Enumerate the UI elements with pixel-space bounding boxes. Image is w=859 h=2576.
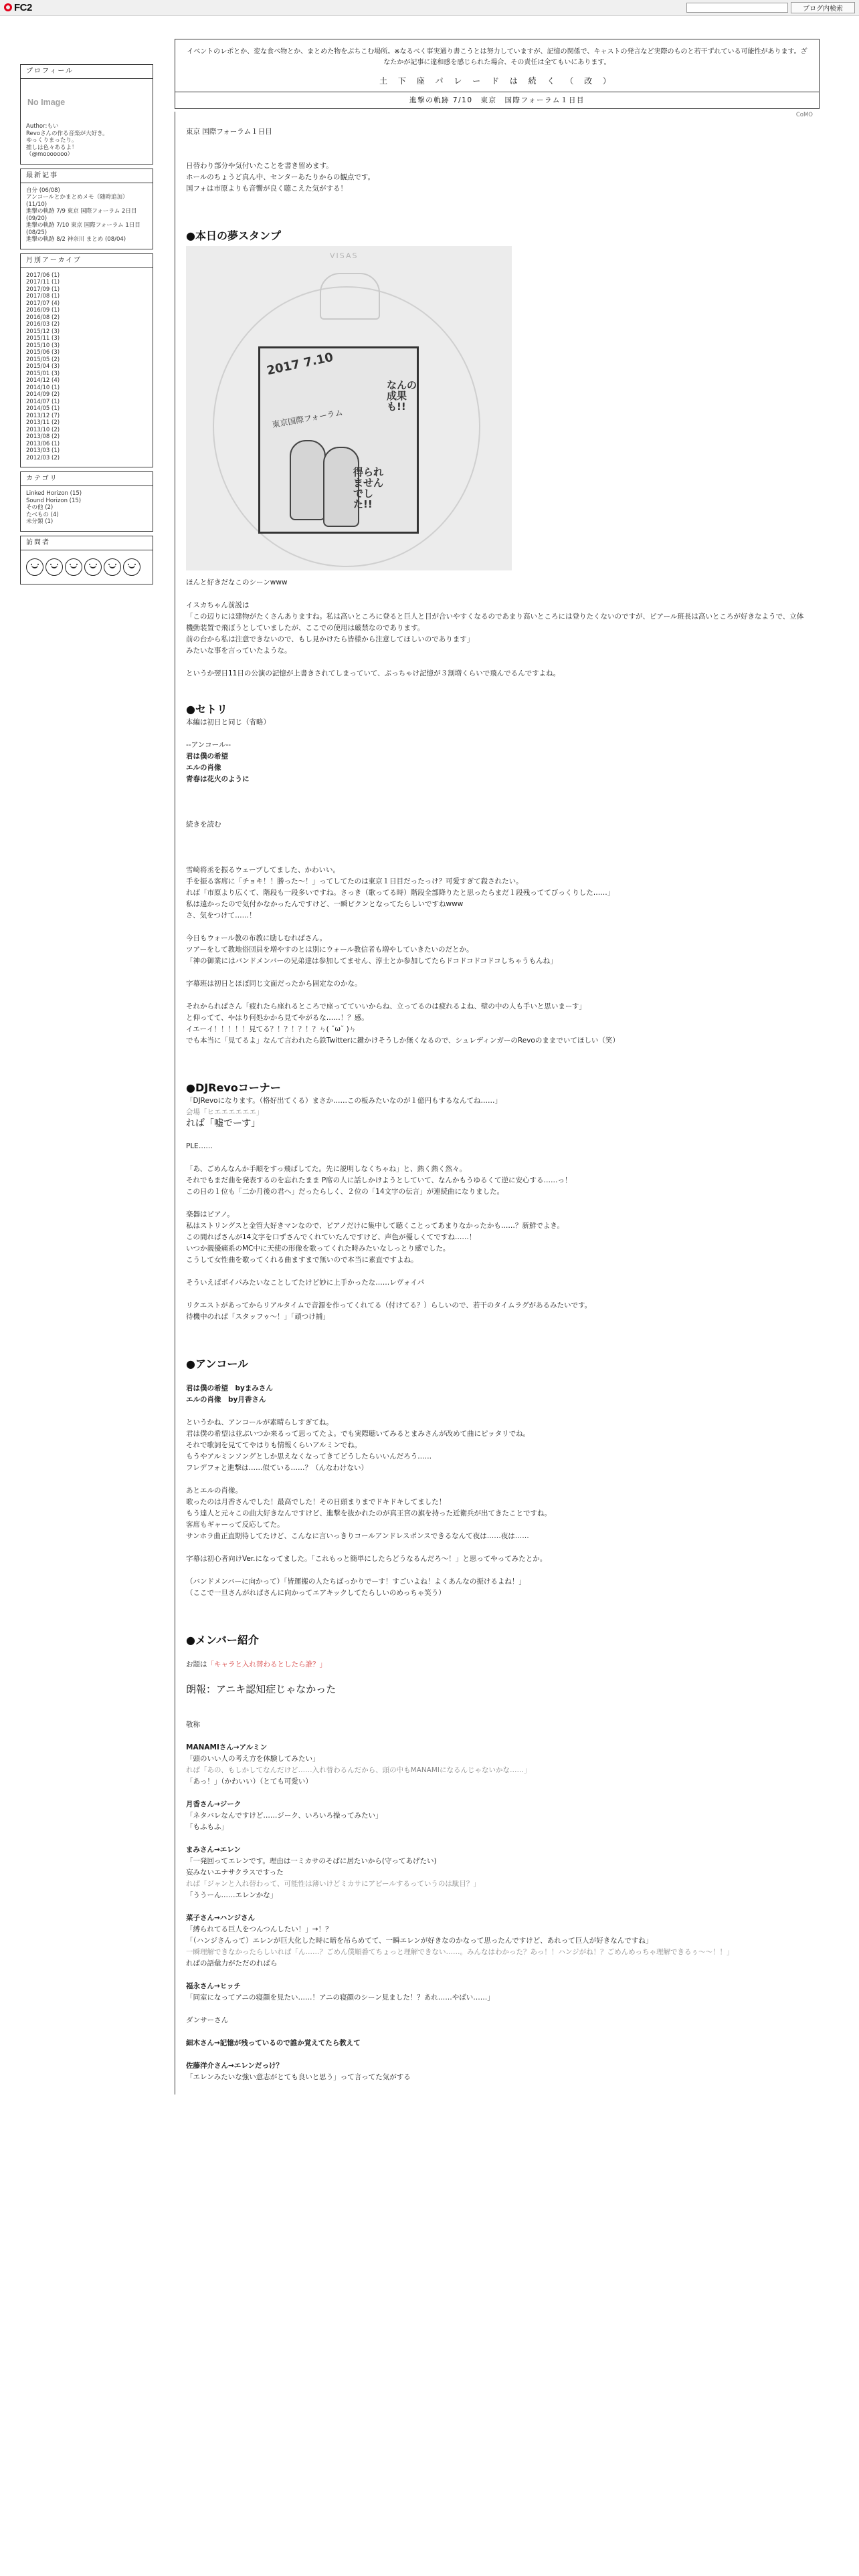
profile-line: 推しは色々あるよ！ bbox=[26, 144, 78, 151]
setlist-song: エルの肖像 bbox=[186, 764, 221, 772]
entry-paragraph: 東京 国際フォーラム１日目 bbox=[186, 128, 272, 136]
archive-link[interactable]: 2013/08 (2) bbox=[26, 433, 60, 440]
member-aside: れぱ「あの、もしかしてなんだけど……入れ替わるんだから、頭の中もMANAMIになるんじゃないかな……」 bbox=[186, 1766, 531, 1774]
archive-link[interactable]: 2015/05 (2) bbox=[26, 356, 60, 363]
archive-link[interactable]: 2016/09 (1) bbox=[26, 307, 60, 314]
entry-paragraph: 字幕は初心者向けVer.になってました。「これもっと簡単にしたらどうなるんだろ〜！」と思ってやってみたとか。 bbox=[186, 1555, 547, 1563]
entry-paragraph: 今日もウォール教の布教に励しむれぱさん。 bbox=[186, 934, 326, 942]
blog-description: イベントのレポとか、変な食べ物とか、まとめた物をぶちこむ場所。※なるべく事実通り書こうとは努力していますが、記憶の関係で、キャストの発言など実際のものと若干ずれている可能性があります。ざなたかが記事に違和感を感じられた場合、その責任は全てもいにあります。 bbox=[175, 39, 820, 71]
entry-body bbox=[175, 112, 820, 2095]
archive-link[interactable]: 2017/08 (1) bbox=[26, 293, 60, 300]
member-topic: お題は「キャラと入れ替わるとしたら誰？」 bbox=[186, 1660, 326, 1669]
recent-plugin bbox=[20, 169, 153, 249]
entry-paragraph: それかられぱさん「疲れたら座れるところで座ってていいからね、立ってるのは疲れるよね、壁の中の人も手いと思いまーす」 bbox=[186, 1002, 586, 1010]
archive-link[interactable]: 2015/10 (3) bbox=[26, 342, 60, 349]
blog-title[interactable]: 土 下 座 パ レ ー ド は 続 く （ 改 ） bbox=[175, 71, 820, 92]
archive-link[interactable]: 2014/07 (1) bbox=[26, 398, 60, 405]
stamp-date: 2017 7.10 bbox=[265, 350, 335, 379]
dancer-label: ダンサーさん bbox=[186, 2016, 229, 2024]
recent-entry-link[interactable]: 進撃の軌跡 7/9 東京 国際フォーラム 2日目 (09/20) bbox=[26, 208, 137, 222]
character-illustration-icon bbox=[290, 440, 326, 520]
archive-link[interactable]: 2015/06 (3) bbox=[26, 349, 60, 356]
member-list bbox=[186, 1742, 806, 2015]
main-column bbox=[175, 39, 820, 2095]
member-aside: れぱ「ジャンと入れ替わって、可能性は薄いけどミカサにアピールするっていうのは駄目？」 bbox=[186, 1880, 480, 1888]
heading-djrevo: ●DJRevoコーナー bbox=[186, 1081, 281, 1094]
blog-search-button[interactable]: ブログ内検索 bbox=[791, 2, 855, 13]
archive-link[interactable]: 2013/03 (1) bbox=[26, 447, 60, 454]
visitor-avatar-icon[interactable] bbox=[123, 558, 140, 576]
entry-paragraph: 客席もギャーって反応してた。 bbox=[186, 1521, 284, 1529]
category-link[interactable]: たべもの (4) bbox=[26, 511, 59, 518]
archive-plugin bbox=[20, 253, 153, 468]
member-name: 月香さん→ジーク bbox=[186, 1800, 242, 1808]
fc2-topbar bbox=[0, 0, 859, 16]
entry-paragraph: 「この辺りには建物がたくさんありますね。私は高いところに登ると巨人と目が合いやすくなるのであまり高いところには登りたくないのですが、ピアール班長は高いところが好きなようで、立体機動装置で飛ぼうとしていましたが、ここでの使用は厳禁なのであります。 bbox=[186, 613, 804, 632]
archive-link[interactable]: 2017/07 (4) bbox=[26, 300, 60, 307]
entry-paragraph: 待機中のれぱ「スタッフゥ〜！」「頑つけ捕」 bbox=[186, 1313, 330, 1321]
entry-paragraph: イエーイ！！！！！見てる？！？！？！？ㄣ( ˘ω˘ )ㄣ bbox=[186, 1025, 357, 1033]
setlist-song: 青春は花火のように bbox=[186, 775, 250, 783]
setlist-song: 君は僕の希望 bbox=[186, 752, 228, 760]
profile-line: Revoさんの作る音楽が大好き。 bbox=[26, 130, 108, 137]
heading-stamp: ●本日の夢スタンプ bbox=[186, 229, 281, 242]
entry-section-intro bbox=[186, 126, 806, 195]
entry-paragraph: 手を振る客席に「チョキ！！勝った〜！」ってしてたのは東京１日目だったっけ？可愛すぎて殺されたい。 bbox=[186, 877, 523, 885]
archive-link[interactable]: 2015/04 (3) bbox=[26, 363, 60, 370]
encore-song: 君は僕の希望 byまみさん bbox=[186, 1384, 273, 1392]
visitor-avatar-icon[interactable] bbox=[84, 558, 102, 576]
visitor-avatar-icon[interactable] bbox=[26, 558, 43, 576]
entry-paragraph: 日替わり部分や気付いたことを書き留めます。 bbox=[186, 162, 333, 170]
entry-paragraph: 私はストリングスと金管大好きマンなので、ピアノだけに集中して聴くことってあまりなかったかも……？新鮮でよき。 bbox=[186, 1222, 565, 1230]
archive-link[interactable]: 2014/09 (2) bbox=[26, 391, 60, 398]
visitor-avatar-icon[interactable] bbox=[65, 558, 82, 576]
member-quote: 「あっ！」（かわいい）（とても可愛い） bbox=[186, 1778, 312, 1786]
entry-paragraph: れば「市原より広くて、階段も一段多いですね。さっき（歌ってる時）階段全部降りたと思ったらまだ１段残っててびっくりした……」 bbox=[186, 889, 615, 897]
profile-avatar: No Image bbox=[27, 98, 66, 107]
entry-paragraph: でも本当に「見てるよ」なんて言われたら鉄Twitterに鍵かけそうしか無くなるので、シュレディンガーのRevoのままでいてほしい（笑） bbox=[186, 1037, 619, 1045]
archive-link[interactable]: 2013/06 (1) bbox=[26, 440, 60, 447]
archive-title: 月別アーカイブ bbox=[20, 253, 153, 268]
entry-paragraph: それでもまだ曲を発表するのを忘れたまま P席の人に話しかけようとしていて、なんかもうゆるくて逆に安心する……っ！ bbox=[186, 1176, 572, 1184]
archive-link[interactable]: 2012/03 (2) bbox=[26, 454, 60, 461]
archive-link[interactable]: 2014/05 (1) bbox=[26, 405, 60, 412]
archive-link[interactable]: 2015/01 (3) bbox=[26, 370, 60, 377]
member-quote: れぱの語彙力がただのれぱら bbox=[186, 1959, 278, 1967]
entry-paragraph: ホールのちょうど真ん中、センターあたりからの観点です。 bbox=[186, 173, 375, 181]
archive-link[interactable]: 2014/12 (4) bbox=[26, 377, 60, 384]
member-name: 菜子さん→ハンジさん bbox=[186, 1914, 256, 1922]
archive-link[interactable]: 2016/08 (2) bbox=[26, 314, 60, 321]
recent-entry-link[interactable]: 自分 (06/08) bbox=[26, 187, 60, 194]
encore-song: エルの肖像 by月香さん bbox=[186, 1396, 266, 1404]
member-headline: 朗報：アニキ認知症じゃなかった bbox=[186, 1683, 337, 1695]
stamp-visas-text: VISAS bbox=[330, 251, 359, 260]
visitors-title: 訪問者 bbox=[20, 536, 153, 550]
entry-paragraph: 雪崎将丞を振るウェーブしてました、かわいい。 bbox=[186, 866, 341, 874]
recent-entry-link[interactable]: 進撃の軌跡 8/2 神奈川 まとめ (08/04) bbox=[26, 236, 126, 243]
blog-search-input[interactable] bbox=[686, 3, 788, 13]
member-quote: 「縛られてる巨人をつんつんしたい！」→！？ bbox=[186, 1925, 332, 1933]
member-quote: 「もふもふ」 bbox=[186, 1823, 228, 1831]
dancer-name: 細木さん→記憶が残っているので誰か覚えてたら教えて bbox=[186, 2039, 361, 2047]
entry-paragraph: と仰ってて、やはり何処かから見てやがるな……！？感。 bbox=[186, 1014, 369, 1022]
member-name: まみさん→エレン bbox=[186, 1846, 242, 1854]
entry-paragraph: 国フォは市原よりも音響が良く聴こえた気がする！ bbox=[186, 185, 347, 193]
entry-paragraph: （ここで一旦さんがれぱさんに向かってエアキックしてたらしいのめっちゃ笑う） bbox=[186, 1589, 446, 1597]
entry-paragraph: いつか親優痛系のMC中に天使の形像を歌ってくれた時みたいなしっとり感でした。 bbox=[186, 1245, 450, 1253]
stamp-photo bbox=[186, 246, 512, 570]
archive-link[interactable]: 2013/11 (2) bbox=[26, 419, 60, 426]
member-quote: 「ううーん……エレンかな」 bbox=[186, 1891, 278, 1899]
entry-paragraph: リクエストがあってからリアルタイムで音源を作ってくれてる（付けてる？）らしいので、若干のタイムラグがあるみたいです。 bbox=[186, 1301, 592, 1309]
dancer-list bbox=[186, 2038, 806, 2095]
member-aside: 一瞬理解できなかったらしいれぱ「ん……？ごめん僕順番てちょっと理解できない……。みんなはわかった？あっ！！ハンジがね！？ごめんめっちゃ理解できるぅ〜〜！！」 bbox=[186, 1948, 734, 1956]
dancer-name: 佐藤洋介さん→エレンだっけ？ bbox=[186, 2062, 284, 2070]
entry-paragraph: PLE…… bbox=[186, 1142, 213, 1150]
entry-paragraph: 歌ったのは月香さんでした！最高でした！その日頭まりまでドキドキしてました！ bbox=[186, 1498, 446, 1506]
member-note: 敬称 bbox=[186, 1721, 200, 1729]
djrevo-audience: 会場「ヒエエエエエエ」 bbox=[186, 1108, 264, 1116]
entry-section-stamp bbox=[186, 577, 806, 679]
archive-link[interactable]: 2016/03 (2) bbox=[26, 321, 60, 328]
djrevo-punchline: れぱ「嘘でーす」 bbox=[186, 1118, 261, 1129]
member-name: MANAMIさん→アルミン bbox=[186, 1743, 268, 1751]
djrevo-line: 「DJRevoになります。（格好出てくる）まさか……この板みたいなのが１億円もするなんてね……」 bbox=[186, 1097, 502, 1105]
visitors-plugin bbox=[20, 536, 153, 584]
profile-line: （@mooooooo） bbox=[26, 151, 74, 158]
stamp-caption: なんの成果も!! bbox=[387, 379, 417, 413]
recent-entry-link[interactable]: アンコールとかまとめメモ（随時追加） (11/10) bbox=[26, 194, 128, 208]
category-link[interactable]: Sound Horizon (15) bbox=[26, 497, 82, 504]
member-quote: 妄みないエナサクラスですった bbox=[186, 1868, 284, 1876]
setlist-encore-label: --アンコール-- bbox=[186, 741, 231, 749]
profile-title: プロフィール bbox=[20, 64, 153, 79]
sidebar bbox=[20, 64, 153, 588]
stamp-venue: 東京国際フォーラム bbox=[271, 407, 344, 430]
entry-section-djrevo bbox=[186, 1141, 806, 1323]
archive-link[interactable]: 2013/10 (2) bbox=[26, 426, 60, 433]
entry-paragraph: そういえばボイパみたいなことしてたけど妙に上手かったな……レヴォイパ bbox=[186, 1279, 425, 1287]
heading-member: ●メンバー紹介 bbox=[186, 1634, 259, 1646]
entry-paragraph: ほんと好きだなこのシーンwww bbox=[186, 578, 288, 586]
profile-plugin bbox=[20, 64, 153, 165]
entry-paragraph: もう達人と元々この曲大好きなんですけど、進撃を抜かれたのが真王宮の旗を持った近衛兵が出てきたことですね。 bbox=[186, 1509, 551, 1517]
entry-paragraph: さ、気をつけて……！ bbox=[186, 911, 256, 920]
profile-line: ゆっくりまったり。 bbox=[26, 137, 78, 144]
entry-author: CoMO bbox=[795, 112, 813, 118]
category-link[interactable]: 未分類 (1) bbox=[26, 518, 54, 525]
entry-paragraph: 「神の御業にはバンドメンバーの兄弟達は参加してません、淳士とか参加してたらドコドコドコドコしちゃうもんね」 bbox=[186, 957, 557, 965]
entry-paragraph: もうやアルミンソングとしか思えなくなってきてどうしたらいいんだろう…… bbox=[186, 1453, 432, 1461]
recent-title: 最新記事 bbox=[20, 169, 153, 183]
entry-paragraph: イスカちゃん前説は bbox=[186, 601, 250, 609]
entry-paragraph: （バンドメンバーに向かって）「皆運搬の人たちばっかりでーす！すごいよね！よくあんなの振けるよね！」 bbox=[186, 1578, 526, 1586]
archive-link[interactable]: 2017/06 (1) bbox=[26, 272, 60, 279]
member-quote: 「頭のいい人の考え方を体験してみたい」 bbox=[186, 1755, 320, 1763]
fc2-logo-icon bbox=[4, 3, 12, 11]
archive-link[interactable]: 2013/12 (7) bbox=[26, 412, 60, 419]
archive-link[interactable]: 2014/10 (1) bbox=[26, 384, 60, 391]
entry-paragraph: 字幕班は初日とほぼ同じ文面だったから固定なのかな。 bbox=[186, 980, 362, 988]
heading-encore: ●アンコール bbox=[186, 1358, 249, 1370]
heading-setlist: ●セトリ bbox=[186, 703, 227, 716]
archive-link[interactable]: 2015/12 (3) bbox=[26, 328, 60, 335]
crown-icon bbox=[320, 273, 380, 320]
category-link[interactable]: Linked Horizon (15) bbox=[26, 490, 82, 497]
entry-paragraph: あとエルの肖像。 bbox=[186, 1487, 242, 1495]
entry-paragraph: 前の台から私は注意できないので、もし見かけたら皆様から注意してほしいのであります」 bbox=[186, 635, 474, 643]
entry-paragraph: みたいな事を言っていたような。 bbox=[186, 647, 292, 655]
stamp-caption: 得られませんでした!! bbox=[353, 466, 384, 510]
member-quote: 「一発回ってエレンです。理由は一ミカサのそばに居たいから(守ってあげたい) bbox=[186, 1857, 437, 1865]
entry-paragraph: こうして女性曲を歌ってくれる曲ますまで無いので本当に素直ですよね。 bbox=[186, 1256, 418, 1264]
category-link[interactable]: その他 (2) bbox=[26, 504, 54, 511]
entry-paragraph: 楽器はピアノ。 bbox=[186, 1210, 234, 1218]
entry-paragraph: それで歌詞を見ててやはりも情報くらいアルミンでね。 bbox=[186, 1441, 362, 1449]
entry-paragraph: 「あ、ごめんなんか手順をすっ飛ばしてた。先に説明しなくちゃね」と、熱く熱く然々。 bbox=[186, 1165, 466, 1173]
entry-paragraph: 私は遠かったので気付かなかったんですけど、一瞬ピクンとなってたらしいですねwww bbox=[186, 900, 464, 908]
recent-entry-link[interactable]: 進撃の軌跡 7/10 東京 国際フォーラム 1日目 (08/25) bbox=[26, 222, 140, 236]
entry-section-mc bbox=[186, 865, 806, 1047]
entry-paragraph: フレデフォと進撃は……似ている……？（んなわけない） bbox=[186, 1464, 369, 1472]
archive-link[interactable]: 2017/11 (1) bbox=[26, 279, 60, 286]
read-more-link[interactable]: 続きを読む bbox=[186, 821, 221, 829]
entry-paragraph: ツアーをして教地俗団員を増やすのとは別にウォール教信者も増やしていきたいのだとか。 bbox=[186, 946, 474, 954]
member-quote: 「（ハンジさんって）エレンが巨大化した時に暗を吊らめてて、一瞬エレンが好きなのかなって思ったんですけど、あれって巨人が好きなんですね」 bbox=[186, 1937, 653, 1945]
entry-title[interactable]: 進撃の軌跡 7/10 東京 国際フォーラム１日目 bbox=[175, 92, 820, 109]
entry-paragraph: この間れぱさんが14文字を口ずさんでくれていたんですけど、声色が優しくてですね……！ bbox=[186, 1233, 476, 1241]
dancer-quote: 「エレンみたいな強い意志がとても良いと思う」って言ってた気がする bbox=[186, 2073, 411, 2081]
fc2-logo[interactable]: FC2 bbox=[4, 2, 32, 13]
entry-section-encore bbox=[186, 1417, 806, 1599]
visitor-avatar-icon[interactable] bbox=[104, 558, 121, 576]
entry-paragraph: というかね、アンコールが素晴らしすぎてね。 bbox=[186, 1418, 333, 1426]
entry-paragraph: この日の１位も「二か月後の君へ」だったらしく、２位の「14文字の伝言」が連続曲になりました。 bbox=[186, 1188, 504, 1196]
category-title: カテゴリ bbox=[20, 471, 153, 486]
member-quote: 「同室になってアニの寝顔を見たい……！アニの寝顔のシーン見ました！？あれ……やばい……」 bbox=[186, 1994, 494, 2002]
member-quote: 「ネタバレなんですけど……ジーク、いろいろ操ってみたい」 bbox=[186, 1812, 383, 1820]
archive-link[interactable]: 2015/11 (3) bbox=[26, 335, 60, 342]
category-plugin bbox=[20, 471, 153, 532]
entry-paragraph: というか翌日11日の公演の記憶が上書きされてしまっていて、ぶっちゃけ記憶が３割増くらいで飛んでるんですよね。 bbox=[186, 669, 561, 677]
profile-line: Author:もい bbox=[26, 123, 59, 130]
member-name: 福永さん→ヒッチ bbox=[186, 1982, 241, 1990]
entry-paragraph: サンホラ曲正直期待してたけど、こんなに言いっきりコールアンドレスポンスできるなんて夜は……夜は…… bbox=[186, 1532, 529, 1540]
visitor-avatar-icon[interactable] bbox=[45, 558, 63, 576]
archive-link[interactable]: 2017/09 (1) bbox=[26, 286, 60, 293]
entry-paragraph: 君は僕の希望は並ぶいつか来るって思ってたよ。でも実際聴いてみるとまみさんが改めて曲にピッタリでね。 bbox=[186, 1430, 531, 1438]
setlist-note: 本編は初日と同じ（省略） bbox=[186, 718, 270, 726]
